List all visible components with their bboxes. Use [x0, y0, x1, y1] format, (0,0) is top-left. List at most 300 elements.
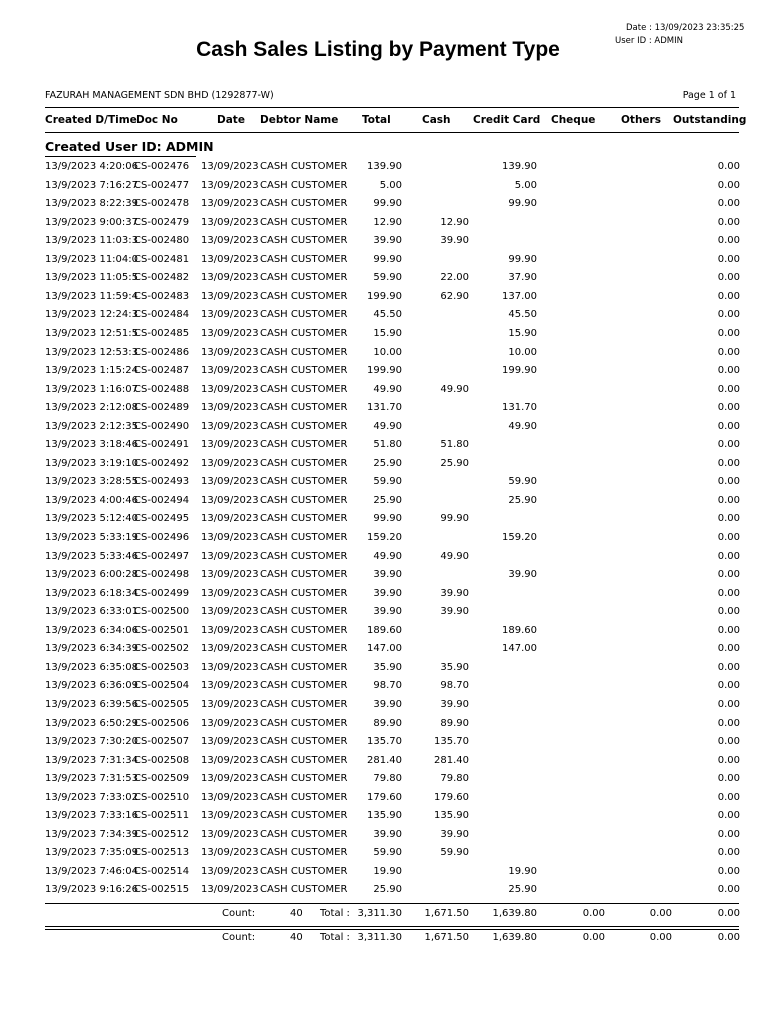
doc-no-cell: CS-002477 [134, 179, 190, 191]
credit-card-cell: 37.90 [508, 272, 537, 284]
doc-no-cell: CS-002509 [134, 773, 190, 785]
outstanding-cell: 0.00 [717, 365, 740, 377]
outstanding-cell: 0.00 [717, 327, 740, 339]
table-row [0, 807, 768, 825]
outstanding-cell: 0.00 [717, 680, 740, 692]
print-date [626, 23, 744, 33]
date-cell: 13/09/2023 [201, 327, 259, 339]
doc-no-cell: CS-002488 [134, 383, 190, 395]
created-dt-cell: 13/9/2023 4:00:46 [45, 494, 139, 506]
created-dt-cell: 13/9/2023 9:00:37 [45, 216, 139, 228]
debtor-cell: CASH CUSTOMER [260, 457, 348, 469]
total-cell: 49.90 [373, 383, 402, 395]
total-cell: 89.90 [373, 717, 402, 729]
total-cell: 135.90 [367, 810, 402, 822]
table-row [0, 715, 768, 733]
cash-cell: 281.40 [434, 754, 469, 766]
header-bottom-rule [45, 132, 739, 133]
created-dt-cell: 13/9/2023 6:00:28 [45, 569, 139, 581]
total-cell: 199.90 [367, 290, 402, 302]
outstanding-cell: 0.00 [717, 383, 740, 395]
table-row [0, 251, 768, 269]
created-dt-cell: 13/9/2023 11:05:5 [45, 272, 139, 284]
col-others: Others [621, 114, 661, 126]
col-outstanding: Outstanding [673, 114, 747, 126]
total-cell: 19.90 [373, 865, 402, 877]
debtor-cell: CASH CUSTOMER [260, 847, 348, 859]
debtor-cell: CASH CUSTOMER [260, 235, 348, 247]
doc-no-cell: CS-002501 [134, 624, 190, 636]
outstanding-cell: 0.00 [717, 290, 740, 302]
date-cell: 13/09/2023 [201, 383, 259, 395]
total-cell: 99.90 [373, 253, 402, 265]
table-row [0, 529, 768, 547]
doc-no-cell: CS-002484 [134, 309, 190, 321]
total-cell: 12.90 [373, 216, 402, 228]
date-cell: 13/09/2023 [201, 717, 259, 729]
debtor-cell: CASH CUSTOMER [260, 569, 348, 581]
outstanding-cell: 0.00 [717, 884, 740, 896]
doc-no-cell: CS-002513 [134, 847, 190, 859]
outstanding-cell: 0.00 [717, 754, 740, 766]
doc-no-cell: CS-002481 [134, 253, 190, 265]
table-row [0, 381, 768, 399]
table-row [0, 232, 768, 250]
doc-no-cell: CS-002503 [134, 661, 190, 673]
cash-cell: 39.90 [440, 698, 469, 710]
date-cell: 13/09/2023 [201, 884, 259, 896]
outstanding-cell: 0.00 [717, 494, 740, 506]
page-number: Page 1 of 1 [682, 90, 736, 101]
table-row [0, 752, 768, 770]
header-top-rule [45, 107, 739, 108]
debtor-cell: CASH CUSTOMER [260, 198, 348, 210]
outstanding-cell: 0.00 [717, 810, 740, 822]
table-row [0, 306, 768, 324]
date-cell: 13/09/2023 [201, 494, 259, 506]
debtor-cell: CASH CUSTOMER [260, 606, 348, 618]
grand-others: 0.00 [649, 932, 672, 943]
doc-no-cell: CS-002492 [134, 457, 190, 469]
total-cell: 189.60 [367, 624, 402, 636]
total-cell: 25.90 [373, 494, 402, 506]
credit-card-cell: 5.00 [514, 179, 537, 191]
created-dt-cell: 13/9/2023 5:33:19 [45, 532, 139, 543]
print-user-label: User ID : [615, 36, 652, 46]
debtor-cell: CASH CUSTOMER [260, 791, 348, 803]
doc-no-cell: CS-002511 [134, 810, 190, 822]
debtor-cell: CASH CUSTOMER [260, 365, 348, 377]
total-cell: 131.70 [367, 402, 402, 414]
debtor-cell: CASH CUSTOMER [260, 865, 348, 877]
date-cell: 13/09/2023 [201, 847, 259, 859]
outstanding-cell: 0.00 [717, 420, 740, 432]
date-cell: 13/09/2023 [201, 476, 259, 488]
created-dt-cell: 13/9/2023 4:20:06 [45, 161, 139, 172]
debtor-cell: CASH CUSTOMER [260, 773, 348, 785]
created-dt-cell: 13/9/2023 7:33:16 [45, 810, 139, 822]
cash-cell: 59.90 [440, 847, 469, 859]
outstanding-cell: 0.00 [717, 513, 740, 525]
table-row [0, 473, 768, 491]
table-row [0, 622, 768, 640]
cash-cell: 179.60 [434, 791, 469, 803]
doc-no-cell: CS-002493 [134, 476, 190, 488]
doc-no-cell: CS-002506 [134, 717, 190, 729]
doc-no-cell: CS-002478 [134, 198, 190, 210]
date-cell: 13/09/2023 [201, 402, 259, 414]
created-dt-cell: 13/9/2023 7:33:02 [45, 791, 139, 803]
table-row [0, 640, 768, 658]
credit-card-cell: 59.90 [508, 476, 537, 488]
date-cell: 13/09/2023 [201, 179, 259, 191]
outstanding-cell: 0.00 [717, 550, 740, 562]
date-cell: 13/09/2023 [201, 457, 259, 469]
date-cell: 13/09/2023 [201, 420, 259, 432]
cash-cell: 89.90 [440, 717, 469, 729]
doc-no-cell: CS-002505 [134, 698, 190, 710]
credit-card-cell: 137.00 [502, 290, 537, 302]
col-debtor-name: Debtor Name [260, 114, 339, 126]
date-cell: 13/09/2023 [201, 661, 259, 673]
col-credit-card: Credit Card [473, 114, 541, 126]
created-dt-cell: 13/9/2023 12:24:3 [45, 309, 139, 321]
credit-card-cell: 99.90 [508, 253, 537, 265]
created-dt-cell: 13/9/2023 9:16:26 [45, 884, 139, 896]
cash-cell: 49.90 [440, 383, 469, 395]
total-cell: 35.90 [373, 661, 402, 673]
debtor-cell: CASH CUSTOMER [260, 624, 348, 636]
col-created-dt: Created D/Time [45, 114, 137, 126]
created-dt-cell: 13/9/2023 5:33:46 [45, 550, 139, 562]
col-date: Date [217, 114, 245, 126]
debtor-cell: CASH CUSTOMER [260, 179, 348, 191]
debtor-cell: CASH CUSTOMER [260, 643, 348, 655]
table-row [0, 177, 768, 195]
date-cell: 13/09/2023 [201, 235, 259, 247]
outstanding-cell: 0.00 [717, 847, 740, 859]
date-cell: 13/09/2023 [201, 550, 259, 562]
col-total: Total [362, 114, 391, 126]
outstanding-cell: 0.00 [717, 791, 740, 803]
created-dt-cell: 13/9/2023 11:04:0 [45, 253, 139, 265]
doc-no-cell: CS-002499 [134, 587, 190, 599]
doc-no-cell: CS-002487 [134, 365, 190, 377]
created-dt-cell: 13/9/2023 2:12:35 [45, 420, 139, 432]
cash-cell: 51.80 [440, 439, 469, 451]
table-row [0, 696, 768, 714]
debtor-cell: CASH CUSTOMER [260, 550, 348, 562]
table-row [0, 455, 768, 473]
cash-cell: 39.90 [440, 606, 469, 618]
date-cell: 13/09/2023 [201, 698, 259, 710]
cash-cell: 135.70 [434, 736, 469, 748]
created-dt-cell: 13/9/2023 6:39:56 [45, 698, 139, 710]
total-cell: 10.00 [373, 346, 402, 358]
table-row [0, 325, 768, 343]
doc-no-cell: CS-002485 [134, 327, 190, 339]
outstanding-cell: 0.00 [717, 624, 740, 636]
credit-card-cell: 10.00 [508, 346, 537, 358]
doc-no-cell: CS-002512 [134, 828, 190, 840]
outstanding-cell: 0.00 [717, 532, 740, 543]
created-dt-cell: 13/9/2023 1:16:07 [45, 383, 139, 395]
debtor-cell: CASH CUSTOMER [260, 216, 348, 228]
total-cell: 98.70 [373, 680, 402, 692]
date-cell: 13/09/2023 [201, 309, 259, 321]
credit-card-cell: 159.20 [502, 532, 537, 543]
created-dt-cell: 13/9/2023 8:22:39 [45, 198, 139, 210]
created-dt-cell: 13/9/2023 1:15:24 [45, 365, 139, 377]
subtotal-credit-card: 1,639.80 [492, 908, 537, 919]
date-cell: 13/09/2023 [201, 791, 259, 803]
grand-count: 40 [290, 932, 303, 943]
doc-no-cell: CS-002497 [134, 550, 190, 562]
doc-no-cell: CS-002510 [134, 791, 190, 803]
debtor-cell: CASH CUSTOMER [260, 420, 348, 432]
table-row [0, 158, 768, 176]
table-row [0, 826, 768, 844]
doc-no-cell: CS-002489 [134, 402, 190, 414]
cash-cell: 22.00 [440, 272, 469, 284]
total-cell: 59.90 [373, 847, 402, 859]
doc-no-cell: CS-002502 [134, 643, 190, 655]
created-dt-cell: 13/9/2023 3:18:46 [45, 439, 139, 451]
total-cell: 25.90 [373, 457, 402, 469]
debtor-cell: CASH CUSTOMER [260, 698, 348, 710]
doc-no-cell: CS-002515 [134, 884, 190, 896]
date-cell: 13/09/2023 [201, 828, 259, 840]
outstanding-cell: 0.00 [717, 736, 740, 748]
cash-cell: 98.70 [440, 680, 469, 692]
debtor-cell: CASH CUSTOMER [260, 884, 348, 896]
table-row [0, 566, 768, 584]
outstanding-cell: 0.00 [717, 216, 740, 228]
subtotal-count-label: Count: [222, 908, 256, 919]
outstanding-cell: 0.00 [717, 569, 740, 581]
grand-total-label: Total : [320, 932, 350, 943]
table-row [0, 195, 768, 213]
total-cell: 49.90 [373, 550, 402, 562]
print-date-value: 13/09/2023 23:35:25 [654, 23, 745, 33]
table-row [0, 399, 768, 417]
doc-no-cell: CS-002494 [134, 494, 190, 506]
created-dt-cell: 13/9/2023 7:31:34 [45, 754, 139, 766]
outstanding-cell: 0.00 [717, 253, 740, 265]
outstanding-cell: 0.00 [717, 346, 740, 358]
total-cell: 59.90 [373, 476, 402, 488]
total-cell: 147.00 [367, 643, 402, 655]
doc-no-cell: CS-002507 [134, 736, 190, 748]
table-row [0, 214, 768, 232]
doc-no-cell: CS-002490 [134, 420, 190, 432]
credit-card-cell: 45.50 [508, 309, 537, 321]
total-cell: 5.00 [379, 179, 402, 191]
outstanding-cell: 0.00 [717, 272, 740, 284]
debtor-cell: CASH CUSTOMER [260, 810, 348, 822]
debtor-cell: CASH CUSTOMER [260, 680, 348, 692]
table-row [0, 548, 768, 566]
debtor-cell: CASH CUSTOMER [260, 346, 348, 358]
debtor-cell: CASH CUSTOMER [260, 327, 348, 339]
debtor-cell: CASH CUSTOMER [260, 383, 348, 395]
date-cell: 13/09/2023 [201, 513, 259, 525]
doc-no-cell: CS-002483 [134, 290, 190, 302]
total-cell: 199.90 [367, 365, 402, 377]
credit-card-cell: 139.90 [502, 161, 537, 172]
outstanding-cell: 0.00 [717, 198, 740, 210]
outstanding-cell: 0.00 [717, 717, 740, 729]
doc-no-cell: CS-002508 [134, 754, 190, 766]
grand-cash: 1,671.50 [424, 932, 469, 943]
credit-card-cell: 131.70 [502, 402, 537, 414]
doc-no-cell: CS-002486 [134, 346, 190, 358]
debtor-cell: CASH CUSTOMER [260, 402, 348, 414]
created-dt-cell: 13/9/2023 12:51:5 [45, 327, 139, 339]
credit-card-cell: 19.90 [508, 865, 537, 877]
cash-cell: 25.90 [440, 457, 469, 469]
date-cell: 13/09/2023 [201, 365, 259, 377]
outstanding-cell: 0.00 [717, 402, 740, 414]
doc-no-cell: CS-002500 [134, 606, 190, 618]
date-cell: 13/09/2023 [201, 624, 259, 636]
total-cell: 59.90 [373, 272, 402, 284]
date-cell: 13/09/2023 [201, 532, 259, 543]
table-row [0, 733, 768, 751]
print-date-label: Date : [626, 23, 652, 33]
table-row [0, 603, 768, 621]
debtor-cell: CASH CUSTOMER [260, 309, 348, 321]
grand-total-rule-top [45, 926, 739, 927]
subtotal-total: 3,311.30 [357, 908, 402, 919]
subtotal-rule [45, 903, 739, 904]
table-row [0, 881, 768, 899]
col-doc-no: Doc No [136, 114, 178, 126]
date-cell: 13/09/2023 [201, 198, 259, 210]
total-cell: 99.90 [373, 513, 402, 525]
total-cell: 39.90 [373, 828, 402, 840]
total-cell: 39.90 [373, 235, 402, 247]
outstanding-cell: 0.00 [717, 828, 740, 840]
total-cell: 39.90 [373, 698, 402, 710]
date-cell: 13/09/2023 [201, 754, 259, 766]
subtotal-total-label: Total : [320, 908, 350, 919]
credit-card-cell: 189.60 [502, 624, 537, 636]
table-row [0, 770, 768, 788]
debtor-cell: CASH CUSTOMER [260, 161, 348, 172]
date-cell: 13/09/2023 [201, 216, 259, 228]
date-cell: 13/09/2023 [201, 569, 259, 581]
debtor-cell: CASH CUSTOMER [260, 736, 348, 748]
created-dt-cell: 13/9/2023 11:03:3 [45, 235, 139, 247]
credit-card-cell: 49.90 [508, 420, 537, 432]
credit-card-cell: 25.90 [508, 884, 537, 896]
grand-cheque: 0.00 [582, 932, 605, 943]
outstanding-cell: 0.00 [717, 309, 740, 321]
total-cell: 15.90 [373, 327, 402, 339]
created-dt-cell: 13/9/2023 6:34:06 [45, 624, 139, 636]
debtor-cell: CASH CUSTOMER [260, 587, 348, 599]
total-cell: 25.90 [373, 884, 402, 896]
table-row [0, 288, 768, 306]
cash-cell: 62.90 [440, 290, 469, 302]
group-underline [45, 156, 196, 157]
credit-card-cell: 99.90 [508, 198, 537, 210]
total-cell: 51.80 [373, 439, 402, 451]
cash-cell: 49.90 [440, 550, 469, 562]
created-dt-cell: 13/9/2023 7:35:09 [45, 847, 139, 859]
debtor-cell: CASH CUSTOMER [260, 513, 348, 525]
doc-no-cell: CS-002498 [134, 569, 190, 581]
total-cell: 159.20 [367, 532, 402, 543]
total-cell: 79.80 [373, 773, 402, 785]
outstanding-cell: 0.00 [717, 587, 740, 599]
created-dt-cell: 13/9/2023 6:18:34 [45, 587, 139, 599]
doc-no-cell: CS-002479 [134, 216, 190, 228]
debtor-cell: CASH CUSTOMER [260, 290, 348, 302]
cash-cell: 39.90 [440, 235, 469, 247]
debtor-cell: CASH CUSTOMER [260, 439, 348, 451]
total-cell: 39.90 [373, 569, 402, 581]
date-cell: 13/09/2023 [201, 773, 259, 785]
doc-no-cell: CS-002495 [134, 513, 190, 525]
created-dt-cell: 13/9/2023 6:50:29 [45, 717, 139, 729]
subtotal-row [0, 905, 768, 923]
table-row [0, 863, 768, 881]
total-cell: 99.90 [373, 198, 402, 210]
doc-no-cell: CS-002476 [134, 161, 190, 172]
outstanding-cell: 0.00 [717, 179, 740, 191]
created-dt-cell: 13/9/2023 7:30:20 [45, 736, 139, 748]
created-dt-cell: 13/9/2023 2:12:08 [45, 402, 139, 414]
doc-no-cell: CS-002496 [134, 532, 190, 543]
created-dt-cell: 13/9/2023 11:59:4 [45, 290, 139, 302]
outstanding-cell: 0.00 [717, 643, 740, 655]
doc-no-cell: CS-002480 [134, 235, 190, 247]
grand-count-label: Count: [222, 932, 256, 943]
debtor-cell: CASH CUSTOMER [260, 754, 348, 766]
total-cell: 39.90 [373, 606, 402, 618]
outstanding-cell: 0.00 [717, 161, 740, 172]
credit-card-cell: 199.90 [502, 365, 537, 377]
total-cell: 49.90 [373, 420, 402, 432]
cash-cell: 79.80 [440, 773, 469, 785]
subtotal-cheque: 0.00 [582, 908, 605, 919]
cash-cell: 39.90 [440, 828, 469, 840]
table-row [0, 269, 768, 287]
outstanding-cell: 0.00 [717, 476, 740, 488]
outstanding-cell: 0.00 [717, 773, 740, 785]
print-user-value: ADMIN [654, 36, 683, 46]
date-cell: 13/09/2023 [201, 290, 259, 302]
grand-total: 3,311.30 [357, 932, 402, 943]
table-row [0, 436, 768, 454]
grand-total-row [0, 929, 768, 947]
table-row [0, 677, 768, 695]
debtor-cell: CASH CUSTOMER [260, 476, 348, 488]
doc-no-cell: CS-002514 [134, 865, 190, 877]
total-cell: 39.90 [373, 587, 402, 599]
grand-outstanding: 0.00 [717, 932, 740, 943]
created-dt-cell: 13/9/2023 3:28:55 [45, 476, 139, 488]
debtor-cell: CASH CUSTOMER [260, 828, 348, 840]
created-dt-cell: 13/9/2023 6:33:01 [45, 606, 139, 618]
table-row [0, 789, 768, 807]
created-dt-cell: 13/9/2023 6:35:08 [45, 661, 139, 673]
date-cell: 13/09/2023 [201, 587, 259, 599]
outstanding-cell: 0.00 [717, 698, 740, 710]
table-row [0, 362, 768, 380]
